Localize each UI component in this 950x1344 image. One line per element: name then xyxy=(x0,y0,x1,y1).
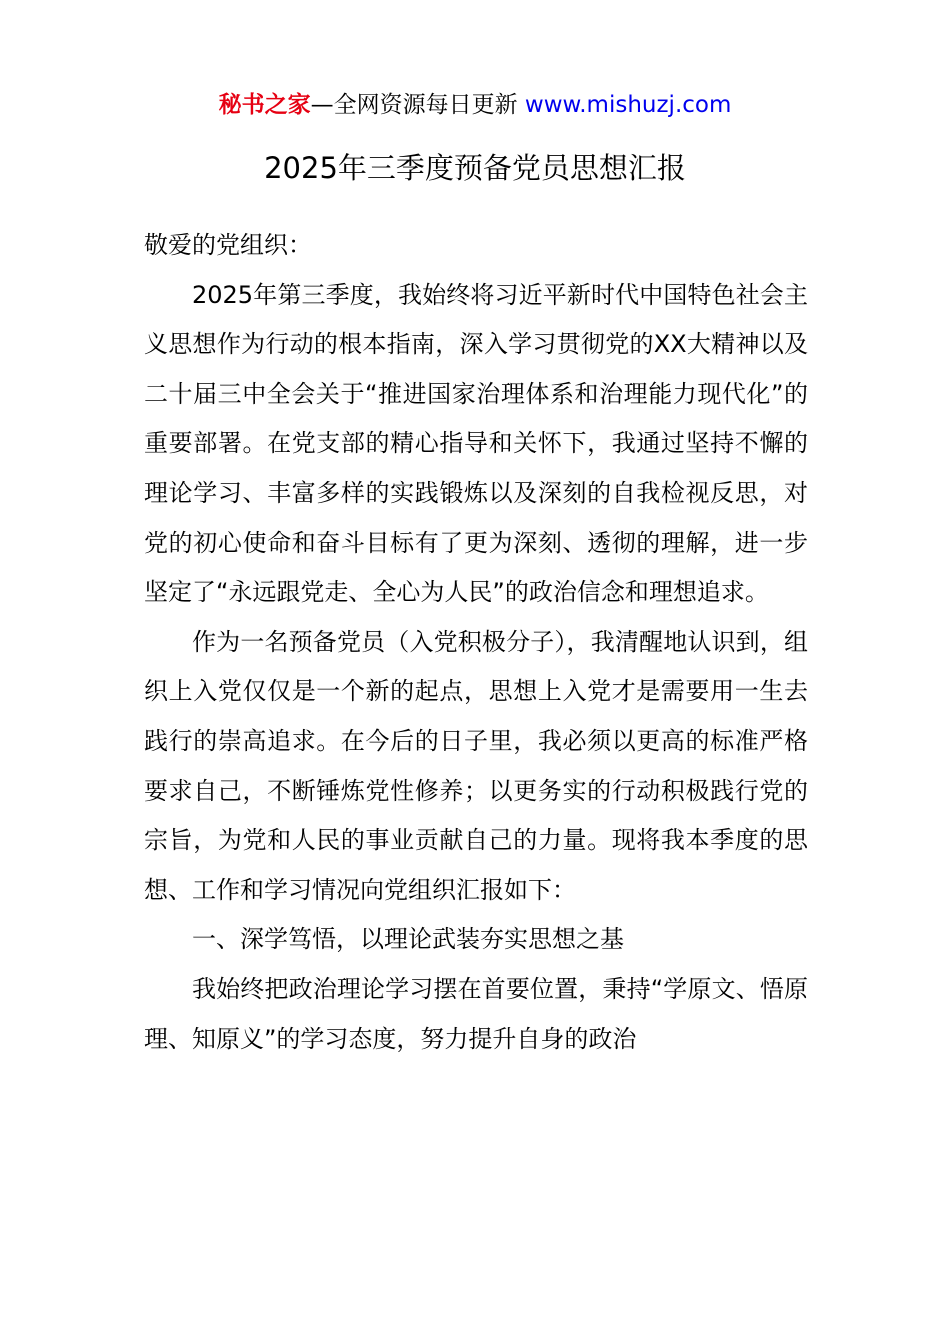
site-url-link[interactable]: www.mishuzj.com xyxy=(524,92,732,118)
body-paragraph: 2025年第三季度，我始终将习近平新时代中国特色社会主义思想作为行动的根本指南，深入学习贯彻党的XX大精神以及二十届三中全会关于“推进国家治理体系和治理能力现代化”的重要部署。在党支部的精心指导和关怀下，我通过坚持不懈的理论学习、丰富多样的实践锻炼以及深刻的自我检视反思，对党的初心使命和奋斗目标有了更为深刻、透彻的理解，进一步坚定了“永远跟党走、全心为人民”的政治信念和理想追求。 xyxy=(144,280,808,607)
body-paragraph: 作为一名预备党员（入党积极分子），我清醒地认识到，组织上入党仅仅是一个新的起点，思想上入党才是需要用一生去践行的崇高追求。在今后的日子里，我必须以更高的标准严格要求自己，不断锤炼党性修养；以更务实的行动积极践行党的宗旨，为党和人民的事业贡献自己的力量。现将我本季度的思想、工作和学习情况向党组织汇报如下： xyxy=(144,627,808,904)
document-title: 2025年三季度预备党员思想汇报 xyxy=(264,151,686,185)
banner-tagline: —全网资源每日更新 xyxy=(310,92,525,118)
brand-name: 秘书之家 xyxy=(218,92,311,118)
document-body xyxy=(144,221,808,1064)
section-heading: 一、深学笃悟，以理论武装夯实思想之基 xyxy=(192,925,624,954)
site-banner xyxy=(0,88,950,122)
salutation: 敬爱的党组织： xyxy=(144,231,312,259)
body-paragraph: 我始终把政治理论学习摆在首要位置，秉持“学原文、悟原理、知原义”的学习态度，努力提升自身的政治 xyxy=(144,974,808,1053)
